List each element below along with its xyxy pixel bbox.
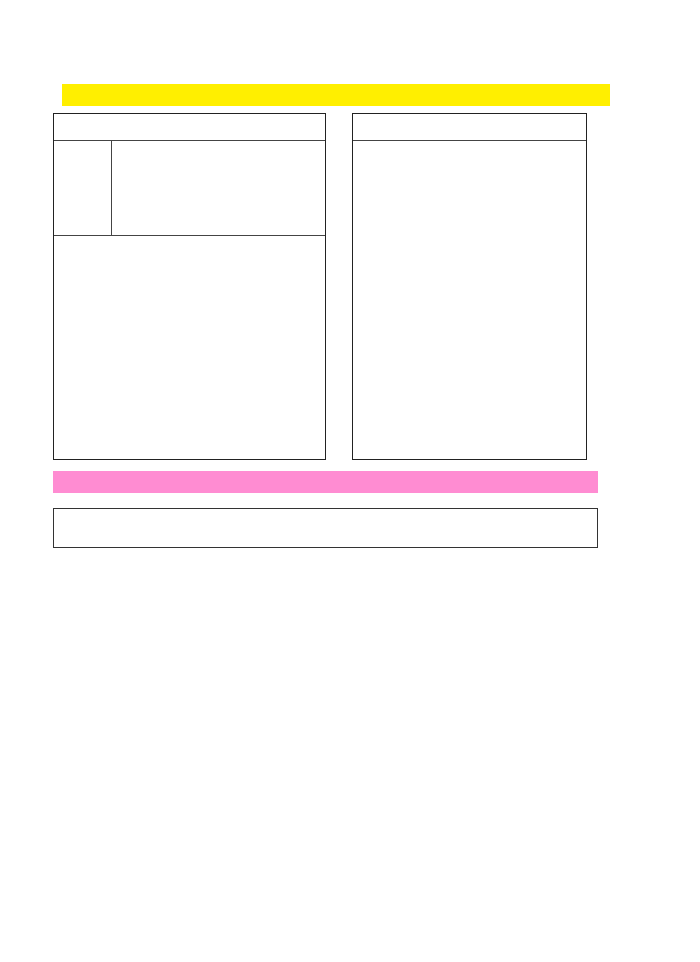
futsal-league-banner — [53, 471, 598, 493]
womens-training-box — [53, 508, 598, 548]
girls-class-label — [112, 141, 325, 235]
court-a-header — [54, 114, 325, 141]
girls-class-row — [54, 141, 325, 236]
court-prep-banner — [62, 84, 610, 106]
court-a-schedule — [53, 113, 326, 460]
court-b-schedule — [352, 113, 587, 460]
court-b-header — [353, 114, 586, 141]
girls-class-time — [54, 141, 112, 235]
